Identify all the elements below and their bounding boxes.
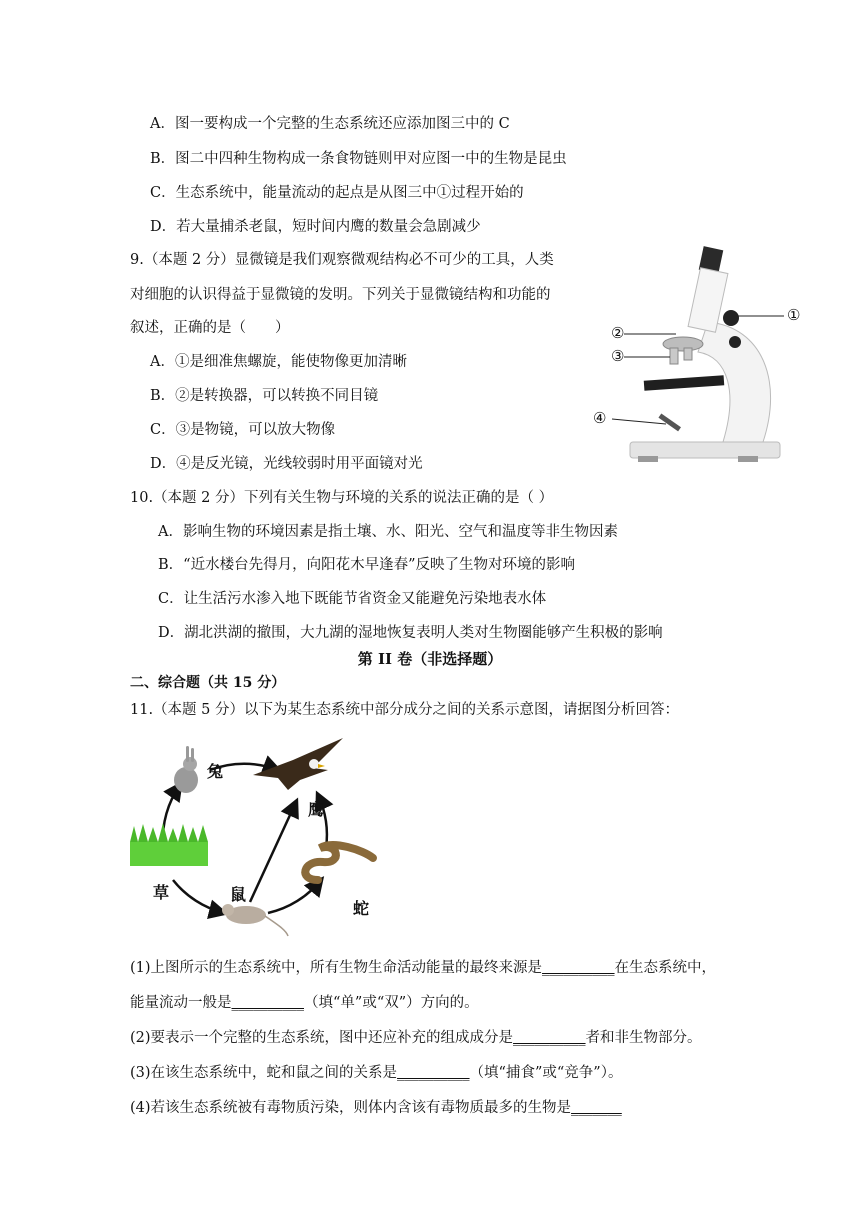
q11-sub2-text-a: (2)要表示一个完整的生态系统，图中还应补充的组成成分是 (130, 1030, 514, 1046)
label-grass: 草 (153, 883, 170, 902)
label-mouse: 鼠 (230, 885, 247, 904)
q10-stem: 10.（本题 2 分）下列有关生物与环境的关系的说法正确的是（ ） (130, 490, 554, 506)
q10-option-a: A．影响生物的环境因素是指土壤、水、阳光、空气和温度等非生物因素 (158, 524, 618, 540)
q9-stem-line-2: 对细胞的认识得益于显微镜的发明。下列关于显微镜结构和功能的 (130, 287, 551, 303)
food-web-diagram (128, 730, 388, 945)
microscope-label-2: ② (611, 324, 625, 342)
q11-sub1-line-2 (130, 991, 479, 1012)
answer-blank-1[interactable]: __________ (542, 960, 615, 976)
q11-sub3 (130, 1061, 622, 1082)
section-heading: 二、综合题（共 15 分） (130, 675, 286, 691)
snake-icon (305, 845, 373, 880)
q11-sub3-text-b: （填“捕食”或“竞争”）。 (469, 1065, 623, 1081)
q9-stem-line-3: 叙述，正确的是（ ） (130, 320, 290, 336)
answer-blank-2[interactable]: __________ (231, 995, 304, 1011)
q10-option-d: D．湖北洪湖的撤围，大九湖的湿地恢复表明人类对生物圈能够产生积极的影响 (158, 625, 663, 641)
rabbit-icon (174, 746, 198, 793)
grass-icon (130, 823, 208, 866)
microscope-label-3: ③ (611, 347, 625, 365)
mouse-icon (222, 904, 288, 936)
q11-sub4-text-a: (4)若该生态系统被有毒物质污染，则体内含该有毒物质最多的生物是 (130, 1100, 572, 1116)
q9-option-a: A．①是细准焦螺旋，能使物像更加清晰 (150, 354, 407, 370)
q11-sub1-text-b: 在生态系统中， (614, 960, 717, 976)
q8-option-b: B．图二中四种生物构成一条食物链则甲对应图一中的生物是昆虫 (150, 151, 567, 167)
answer-blank-5[interactable]: _______ (571, 1100, 622, 1116)
q9-stem-line-1: 9.（本题 2 分）显微镜是我们观察微观结构必不可少的工具，人类 (130, 252, 554, 268)
q8-option-d: D．若大量捕杀老鼠，短时间内鹰的数量会急剧减少 (150, 219, 481, 235)
q11-sub1-text-c: 能量流动一般是 (130, 995, 232, 1011)
q10-option-c: C．让生活污水渗入地下既能节省资金又能避免污染地表水体 (158, 591, 547, 607)
q11-sub1-line-1 (130, 956, 716, 977)
q11-sub1-text-a: (1)上图所示的生态系统中，所有生物生命活动能量的最终来源是 (130, 960, 543, 976)
q11-stem: 11.（本题 5 分）以下为某生态系统中部分成分之间的关系示意图，请据图分析回答： (130, 702, 680, 718)
q9-option-c: C．③是物镜，可以放大物像 (150, 422, 336, 438)
q11-sub4 (130, 1096, 622, 1117)
q11-sub2-text-b: 者和非生物部分。 (585, 1030, 702, 1046)
q11-sub3-text-a: (3)在该生态系统中，蛇和鼠之间的关系是 (130, 1065, 398, 1081)
eagle-icon (253, 738, 343, 790)
label-snake: 蛇 (353, 899, 370, 918)
q9-option-b: B．②是转换器，可以转换不同目镜 (150, 388, 379, 404)
answer-blank-4[interactable]: __________ (397, 1065, 470, 1081)
label-rabbit: 兔 (207, 762, 224, 781)
microscope-label-1: ① (787, 306, 801, 324)
microscope-label-4: ④ (593, 409, 607, 427)
q8-option-c: C．生态系统中，能量流动的起点是从图三中①过程开始的 (150, 185, 524, 201)
q11-sub1-text-d: （填“单”或“双”）方向的。 (304, 995, 479, 1011)
q8-option-a: A．图一要构成一个完整的生态系统还应添加图三中的 C (150, 116, 510, 132)
q10-option-b: B．“近水楼台先得月，向阳花木早逢春”反映了生物对环境的影响 (158, 557, 575, 573)
q9-option-d: D．④是反光镜，光线较弱时用平面镜对光 (150, 456, 423, 472)
q11-sub2 (130, 1026, 702, 1047)
section-title: 第 II 卷（非选择题） (357, 650, 503, 668)
answer-blank-3[interactable]: __________ (513, 1030, 586, 1046)
label-eagle: 鹰 (308, 800, 325, 819)
